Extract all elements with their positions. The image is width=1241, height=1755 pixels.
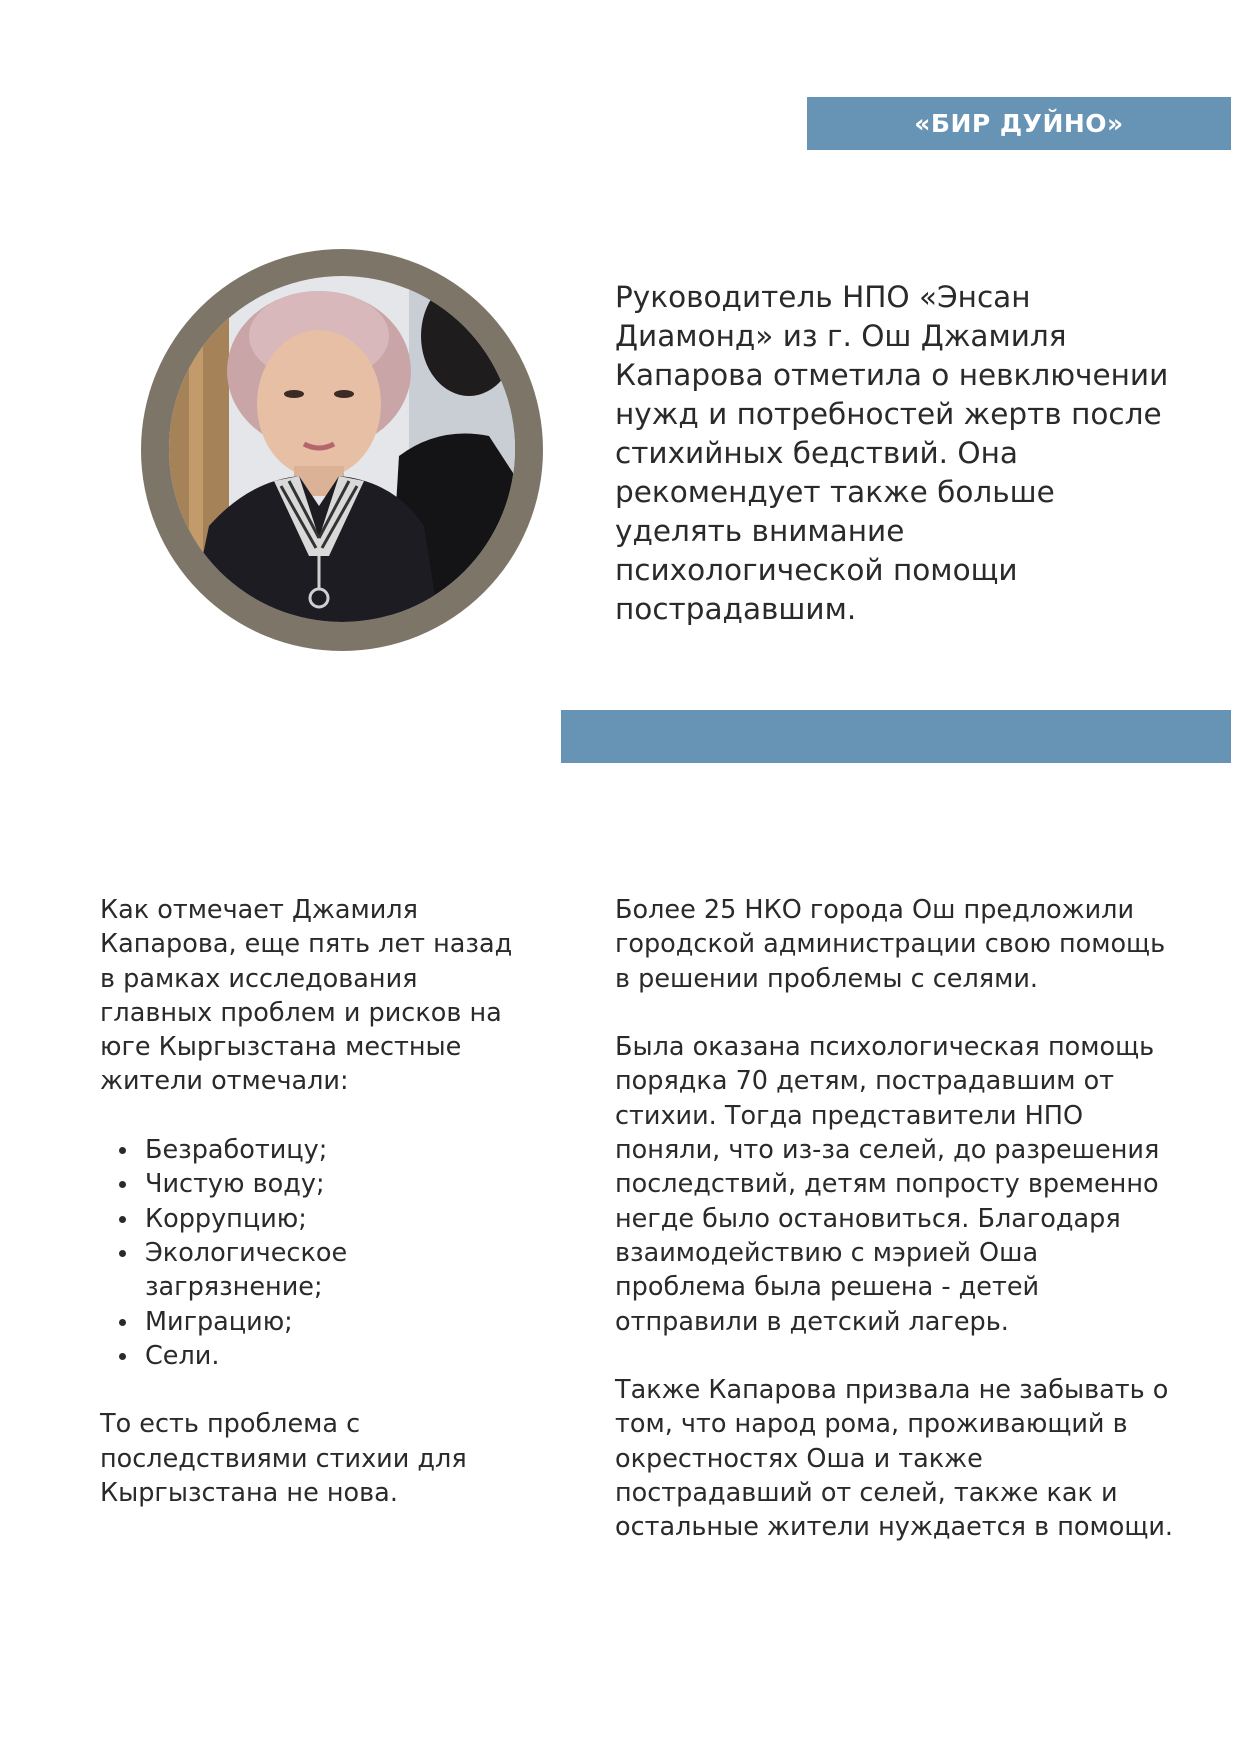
right-paragraph: Более 25 НКО города Ош предложили городской администрации свою помощь в решении проблемы с селями. — [615, 895, 1166, 994]
risk-list-item — [100, 1202, 520, 1236]
bullet-icon — [119, 1147, 126, 1154]
risk-list-item-text: Чистую воду; — [145, 1169, 325, 1200]
risk-list-item-text: Безработицу; — [145, 1135, 328, 1166]
right-paragraph: Была оказана психологическая помощь порядка 70 детям, пострадавшим от стихии. Тогда представители НПО поняли, что из-за селей, до разрешения последствий, детям попросту временно негде было остановиться. Благодаря взаимодействию с мэрией Оша проблема была решена - детей отправили в детский лагерь. — [615, 1032, 1160, 1337]
right-paragraph: Также Капарова призвала не забывать о том, что народ рома, проживающий в окрестностях Оша и также пострадавший от селей, также как и остальные жители нуждается в помощи. — [615, 1375, 1174, 1543]
bullet-icon — [119, 1353, 126, 1360]
risk-list-item — [100, 1133, 520, 1167]
risk-list-item-text: Коррупцию; — [145, 1203, 307, 1234]
risk-list-item — [100, 1167, 520, 1201]
risk-list-item — [100, 1305, 520, 1339]
risk-list-item-text: Миграцию; — [145, 1306, 293, 1337]
risk-list-item — [100, 1339, 520, 1373]
bullet-icon — [119, 1216, 126, 1223]
header-banner — [807, 97, 1231, 150]
decorative-divider-bar — [561, 710, 1231, 763]
header-banner-text: «БИР ДУЙНО» — [914, 109, 1124, 138]
risk-list-item — [100, 1236, 520, 1305]
portrait-photo — [169, 276, 515, 622]
left-column — [100, 893, 520, 1510]
left-conclusion: То есть проблема с последствиями стихии для Кыргызстана не нова. — [100, 1409, 467, 1509]
left-intro: Как отмечает Джамиля Капарова, еще пять лет назад в рамках исследования главных проблем и рисков на юге Кыргызстана местные жители отмечали: — [100, 895, 513, 1097]
bullet-icon — [119, 1319, 126, 1326]
profile-quote: Руководитель НПО «Энсан Диамонд» из г. Ош Джамиля Капарова отметила о невключении нужд и потребностей жертв после стихийных бедствий. Она рекомендует также больше уделять внимание психологической помощи пострадавшим. — [615, 280, 1169, 626]
risk-list-item-text: Экологическое загрязнение; — [145, 1237, 348, 1303]
bullet-icon — [119, 1250, 126, 1257]
bullet-icon — [119, 1181, 126, 1188]
risk-list-item-text: Сели. — [145, 1340, 220, 1371]
risk-list — [100, 1133, 520, 1373]
right-column — [615, 893, 1175, 1545]
